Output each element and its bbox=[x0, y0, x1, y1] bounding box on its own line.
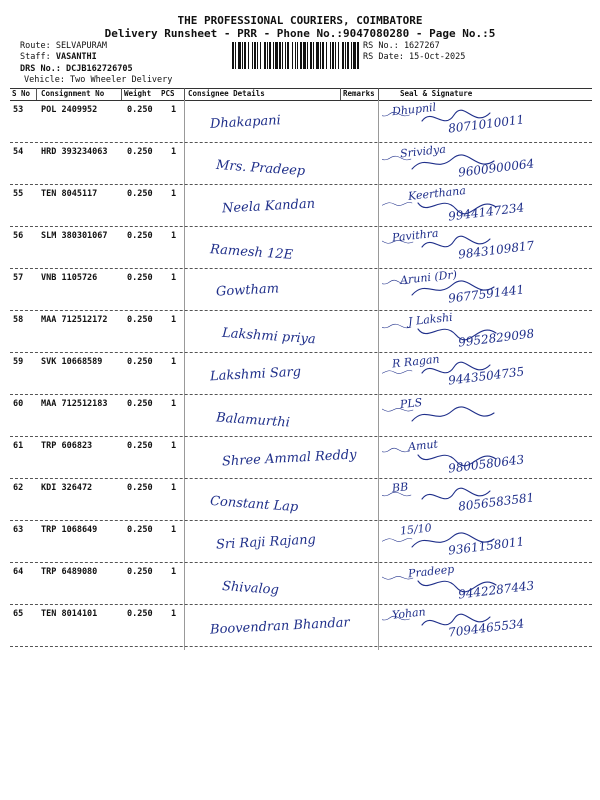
signer-handwriting: Srividya bbox=[399, 142, 447, 161]
signer-handwriting: Aruni (Dr) bbox=[399, 268, 458, 287]
barcode-bar bbox=[279, 42, 281, 69]
table-row bbox=[10, 311, 592, 353]
cell-consignment: SVK 10668589 bbox=[41, 357, 103, 367]
phone-handwriting: 8071010011 bbox=[447, 112, 525, 136]
cell-weight: 0.250 bbox=[127, 609, 153, 619]
cell-sno: 57 bbox=[13, 273, 24, 283]
header-separator bbox=[340, 88, 341, 100]
barcode-bar bbox=[322, 42, 324, 69]
consignee-handwriting: Boovendran Bhandar bbox=[209, 615, 351, 638]
header-separator bbox=[36, 88, 37, 100]
signer-handwriting: PLS bbox=[399, 395, 423, 412]
row-separator bbox=[10, 646, 592, 647]
phone-handwriting: 9944147234 bbox=[447, 200, 525, 224]
phone-handwriting: 7094465534 bbox=[447, 616, 525, 640]
phone-handwriting: 9442287443 bbox=[457, 578, 535, 602]
consignee-handwriting: Ramesh 12E bbox=[209, 242, 294, 263]
cell-consignment: TRP 1068649 bbox=[41, 525, 98, 535]
cell-sno: 64 bbox=[13, 567, 24, 577]
phone-handwriting: 9952829098 bbox=[457, 326, 535, 350]
route-text: Route: SELVAPURAM bbox=[20, 41, 107, 51]
barcode-bar bbox=[244, 42, 246, 69]
cell-pcs: 1 bbox=[171, 357, 177, 367]
consignee-handwriting: Sri Raji Rajang bbox=[215, 532, 317, 553]
cell-sno: 53 bbox=[13, 105, 24, 115]
col-consignment: Consignment No bbox=[41, 89, 105, 98]
barcode-bar bbox=[300, 42, 302, 69]
barcode-bar bbox=[254, 42, 256, 69]
consignee-handwriting: Gowtham bbox=[215, 281, 280, 300]
barcode-bar bbox=[257, 42, 258, 69]
cell-sno: 58 bbox=[13, 315, 24, 325]
cell-sno: 62 bbox=[13, 483, 24, 493]
cell-weight: 0.250 bbox=[127, 189, 153, 199]
table-row bbox=[10, 521, 592, 563]
barcode-bar bbox=[351, 42, 352, 69]
barcode-bar bbox=[267, 42, 268, 69]
barcode-bar bbox=[303, 42, 306, 69]
consignee-handwriting: Dhakapani bbox=[209, 113, 282, 132]
table-row bbox=[10, 563, 592, 605]
barcode-bar bbox=[232, 42, 234, 69]
table-row bbox=[10, 479, 592, 521]
signer-handwriting: Pradeep bbox=[407, 562, 455, 581]
cell-weight: 0.250 bbox=[127, 315, 153, 325]
cell-weight: 0.250 bbox=[127, 273, 153, 283]
cell-weight: 0.250 bbox=[127, 441, 153, 451]
col-weight: Weight bbox=[124, 89, 152, 98]
cell-weight: 0.250 bbox=[127, 105, 153, 115]
cell-pcs: 1 bbox=[171, 105, 177, 115]
barcode-bar bbox=[342, 42, 344, 69]
company-title: THE PROFESSIONAL COURIERS, COIMBATORE bbox=[177, 14, 423, 27]
cell-consignment: KDI 326472 bbox=[41, 483, 93, 493]
barcode-bar bbox=[252, 42, 253, 69]
cell-pcs: 1 bbox=[171, 525, 177, 535]
signer-handwriting: 15/10 bbox=[399, 521, 433, 538]
barcode-bar bbox=[313, 42, 314, 69]
barcode-bar bbox=[320, 42, 321, 69]
cell-sno: 60 bbox=[13, 399, 24, 409]
cell-sno: 61 bbox=[13, 441, 24, 451]
signer-handwriting: J Lakshi bbox=[407, 310, 454, 329]
col-sno: S No bbox=[12, 89, 31, 98]
cell-consignment: HRD 393234063 bbox=[41, 147, 108, 157]
barcode-bar bbox=[269, 42, 271, 69]
table-row bbox=[10, 605, 592, 647]
phone-handwriting: 9600900064 bbox=[457, 156, 535, 180]
cell-weight: 0.250 bbox=[127, 567, 153, 577]
barcode-bar bbox=[332, 42, 334, 69]
col-pcs: PCS bbox=[161, 89, 175, 98]
cell-weight: 0.250 bbox=[127, 525, 153, 535]
barcode-bar bbox=[242, 42, 243, 69]
barcode-bar bbox=[273, 42, 274, 69]
cell-pcs: 1 bbox=[171, 189, 177, 199]
table-row bbox=[10, 227, 592, 269]
barcode-bar bbox=[238, 42, 241, 69]
signer-handwriting: BB bbox=[391, 480, 409, 495]
cell-sno: 54 bbox=[13, 147, 24, 157]
rs-date: RS Date: 15-Oct-2025 bbox=[363, 52, 466, 62]
staff-name: VASANTHI bbox=[55, 52, 97, 62]
phone-handwriting: 9843109817 bbox=[457, 238, 535, 262]
cell-weight: 0.250 bbox=[127, 357, 153, 367]
barcode bbox=[232, 42, 360, 69]
barcode-bar bbox=[357, 42, 359, 69]
cell-consignment: SLM 380301067 bbox=[41, 231, 108, 241]
barcode-bar bbox=[295, 42, 296, 69]
cell-pcs: 1 bbox=[171, 273, 177, 283]
signer-handwriting: Dhupnil bbox=[391, 100, 437, 119]
cell-pcs: 1 bbox=[171, 315, 177, 325]
col-remarks: Remarks bbox=[343, 89, 375, 98]
cell-pcs: 1 bbox=[171, 399, 177, 409]
cell-pcs: 1 bbox=[171, 147, 177, 157]
cell-pcs: 1 bbox=[171, 609, 177, 619]
cropped-top-text bbox=[80, 0, 520, 6]
barcode-bar bbox=[282, 42, 283, 69]
cell-consignment: TRP 6489080 bbox=[41, 567, 98, 577]
barcode-bar bbox=[353, 42, 356, 69]
cell-consignment: POL 2409952 bbox=[41, 105, 98, 115]
cell-sno: 59 bbox=[13, 357, 24, 367]
col-consignee: Consignee Details bbox=[188, 89, 265, 98]
drs-number: DRS No.: DCJB162726705 bbox=[20, 64, 133, 74]
consignee-underline-stroke bbox=[382, 537, 412, 542]
consignee-handwriting: Lakshmi Sarg bbox=[209, 364, 302, 385]
barcode-bar bbox=[285, 42, 286, 69]
runsheet-subtitle: Delivery Runsheet - PRR - Phone No.:9047080280 - Page No.:5 bbox=[104, 27, 496, 40]
staff-label: Staff: bbox=[20, 52, 51, 62]
barcode-bar bbox=[316, 42, 319, 69]
consignee-underline-stroke bbox=[382, 448, 410, 454]
cell-pcs: 1 bbox=[171, 231, 177, 241]
phone-handwriting: 9677591441 bbox=[447, 282, 525, 306]
signer-handwriting: Amut bbox=[407, 437, 439, 454]
table-row bbox=[10, 143, 592, 185]
table-row bbox=[10, 353, 592, 395]
cell-consignment: TEN 8014101 bbox=[41, 609, 98, 619]
cell-pcs: 1 bbox=[171, 441, 177, 451]
cell-sno: 56 bbox=[13, 231, 24, 241]
phone-handwriting: 9443504735 bbox=[447, 364, 525, 388]
barcode-bar bbox=[275, 42, 278, 69]
cell-consignment: VNB 1105726 bbox=[41, 273, 98, 283]
phone-handwriting: 9361158011 bbox=[447, 534, 525, 558]
signer-handwriting: Keerthana bbox=[407, 184, 467, 203]
header-separator bbox=[378, 88, 379, 100]
cell-consignment: MAA 712512183 bbox=[41, 399, 108, 409]
signature-stroke bbox=[412, 407, 494, 421]
barcode-bar bbox=[248, 42, 249, 69]
signer-handwriting: Yohan bbox=[391, 605, 427, 622]
cell-consignment: TRP 606823 bbox=[41, 441, 93, 451]
header-separator bbox=[184, 88, 185, 100]
signer-handwriting: Pavithra bbox=[391, 226, 440, 245]
table-row bbox=[10, 269, 592, 311]
barcode-bar bbox=[347, 42, 349, 69]
consignee-underline-stroke bbox=[382, 201, 412, 206]
consignee-handwriting: Mrs. Pradeep bbox=[215, 157, 306, 180]
consignee-handwriting: Lakshmi priya bbox=[221, 325, 317, 348]
cell-sno: 63 bbox=[13, 525, 24, 535]
barcode-bar bbox=[307, 42, 308, 69]
consignee-handwriting: Balamurthi bbox=[215, 410, 291, 431]
cell-pcs: 1 bbox=[171, 567, 177, 577]
staff-line bbox=[20, 52, 97, 62]
barcode-bar bbox=[292, 42, 293, 69]
table-row bbox=[10, 101, 592, 143]
barcode-bar bbox=[235, 42, 236, 69]
cell-sno: 65 bbox=[13, 609, 24, 619]
cell-weight: 0.250 bbox=[127, 399, 153, 409]
runsheet-table bbox=[10, 88, 592, 650]
rs-number: RS No.: 1627267 bbox=[363, 41, 440, 51]
header-separator bbox=[121, 88, 122, 100]
barcode-bar bbox=[338, 42, 339, 69]
cell-weight: 0.250 bbox=[127, 147, 153, 157]
phone-handwriting: 8056583581 bbox=[457, 490, 535, 514]
signer-handwriting: R Ragan bbox=[391, 352, 441, 371]
barcode-bar bbox=[297, 42, 298, 69]
consignee-handwriting: Neela Kandan bbox=[221, 196, 316, 217]
barcode-bar bbox=[326, 42, 327, 69]
table-row bbox=[10, 395, 592, 437]
consignee-handwriting: Shivalog bbox=[221, 579, 280, 598]
consignee-underline-stroke bbox=[382, 324, 411, 331]
consignee-handwriting: Constant Lap bbox=[209, 493, 299, 516]
cell-consignment: MAA 712512172 bbox=[41, 315, 108, 325]
cell-sno: 55 bbox=[13, 189, 24, 199]
barcode-bar bbox=[264, 42, 266, 69]
consignee-handwriting: Shree Ammal Reddy bbox=[221, 447, 357, 470]
cell-weight: 0.250 bbox=[127, 483, 153, 493]
vehicle-text: Vehicle: Two Wheeler Delivery bbox=[24, 75, 173, 85]
barcode-bar bbox=[345, 42, 346, 69]
cell-consignment: TEN 8045117 bbox=[41, 189, 98, 199]
cell-pcs: 1 bbox=[171, 483, 177, 493]
barcode-bar bbox=[287, 42, 289, 69]
table-row bbox=[10, 437, 592, 479]
phone-handwriting: 9800580643 bbox=[447, 452, 525, 476]
col-signature: Seal & Signature bbox=[400, 89, 473, 98]
cell-weight: 0.250 bbox=[127, 231, 153, 241]
barcode-bar bbox=[310, 42, 312, 69]
table-row bbox=[10, 185, 592, 227]
barcode-bar bbox=[330, 42, 331, 69]
barcode-bar bbox=[260, 42, 261, 69]
barcode-bar bbox=[335, 42, 336, 69]
